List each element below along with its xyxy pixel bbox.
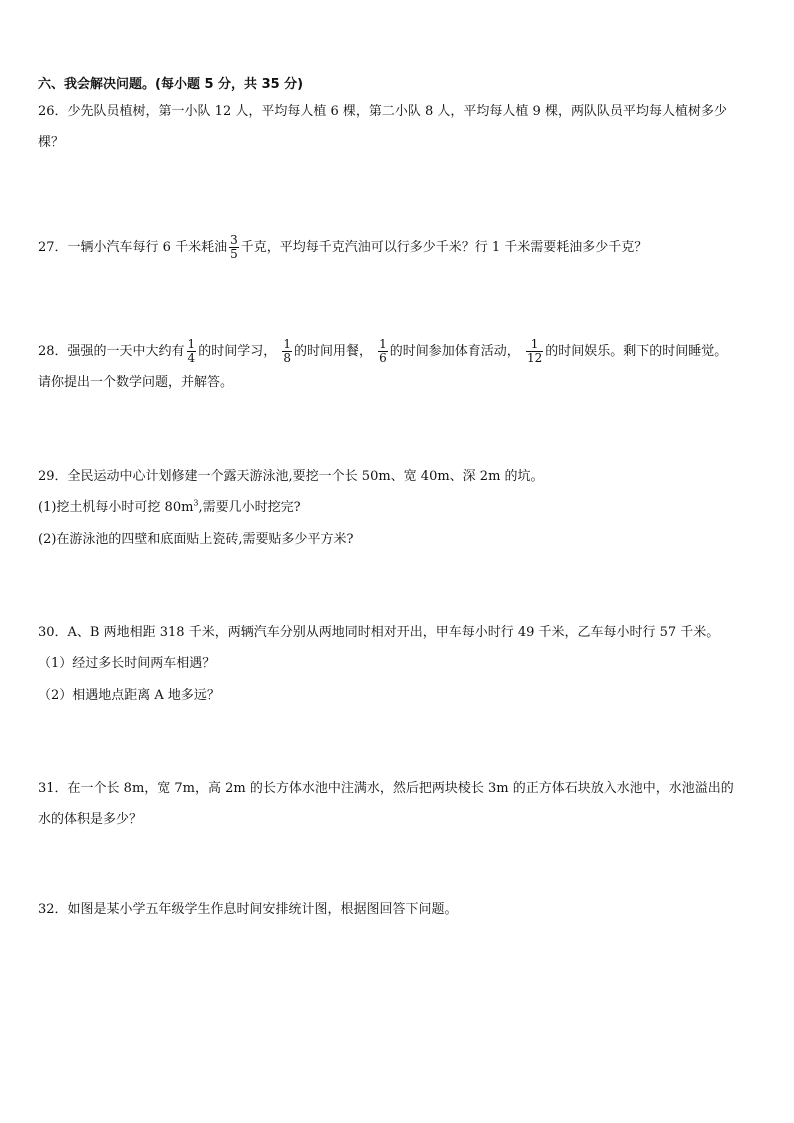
q28-text-1: 的时间学习， [198,344,277,359]
q28-fraction-1 [187,338,197,365]
q26-line2: 棵？ [38,135,65,150]
q27-post: 千克，平均每千克汽油可以行多少千米？行 1 千米需要耗油多少千克？ [240,240,648,255]
q28-fraction-3 [378,338,388,365]
q28-text-2: 的时间用餐， [293,344,372,359]
frac-denominator: 12 [526,351,543,365]
q29-superscript: 3 [193,498,199,508]
q29-line2-tail: ,需要几小时挖完? [198,500,301,515]
frac-numerator: 1 [379,337,387,351]
q28-pre: 28．强强的一天中大约有 [38,344,185,359]
q27 [38,234,647,261]
section-title: 六、我会解决问题。(每小题 5 分，共 35 分) [38,77,304,92]
q27-fraction [229,234,239,261]
frac-numerator: 1 [526,338,543,352]
q28-fraction-4 [526,338,543,365]
q28-line2: 请你提出一个数学问题，并解答。 [38,375,234,390]
q28-line1 [38,338,727,365]
q27-frac-numerator: 3 [230,233,238,247]
q30-line1: 30．A、B 两地相距 318 千米，两辆汽车分别从两地同时相对开出，甲车每小时行 49 千米，乙车每小时行 57 千米。 [38,625,720,640]
q29-line2 [38,500,301,516]
q27-pre: 27．一辆小汽车每行 6 千米耗油 [38,240,228,255]
q27-frac-denominator: 5 [230,247,238,261]
q28-fraction-2 [282,338,292,365]
frac-denominator: 4 [187,351,196,365]
q28-text-3: 的时间参加体育活动， [389,344,520,359]
q29-line3: (2)在游泳池的四壁和底面贴上瓷砖,需要贴多少平方米? [38,532,354,547]
q31-line2: 水的体积是多少？ [38,812,143,827]
q31-line1: 31．在一个长 8m，宽 7m，高 2m 的长方体水池中注满水，然后把两块棱长 3m 的正方体石块放入水池中，水池溢出的 [38,781,734,796]
q26-line1: 26．少先队员植树，第一小队 12 人，平均每人植 6 棵，第二小队 8 人，平均每人植 9 棵，两队队员平均每人植树多少 [38,104,727,119]
q32-line1: 32．如图是某小学五年级学生作息时间安排统计图，根据图回答下问题。 [38,902,458,917]
frac-numerator: 1 [283,337,291,351]
q29-line1: 29．全民运动中心计划修建一个露天游泳池,要挖一个长 50m、宽 40m、深 2m 的坑。 [38,469,544,484]
frac-numerator: 1 [187,337,196,351]
q29-line2-text: (1)挖土机每小时可挖 80m [38,500,194,515]
frac-denominator: 6 [379,351,387,365]
frac-denominator: 8 [283,351,291,365]
q28-text-4: 的时间娱乐。剩下的时间睡觉。 [545,344,728,359]
q30-line3: （2）相遇地点距离 A 地多远？ [38,688,220,703]
q30-line2: （1）经过多长时间两车相遇？ [38,656,216,671]
